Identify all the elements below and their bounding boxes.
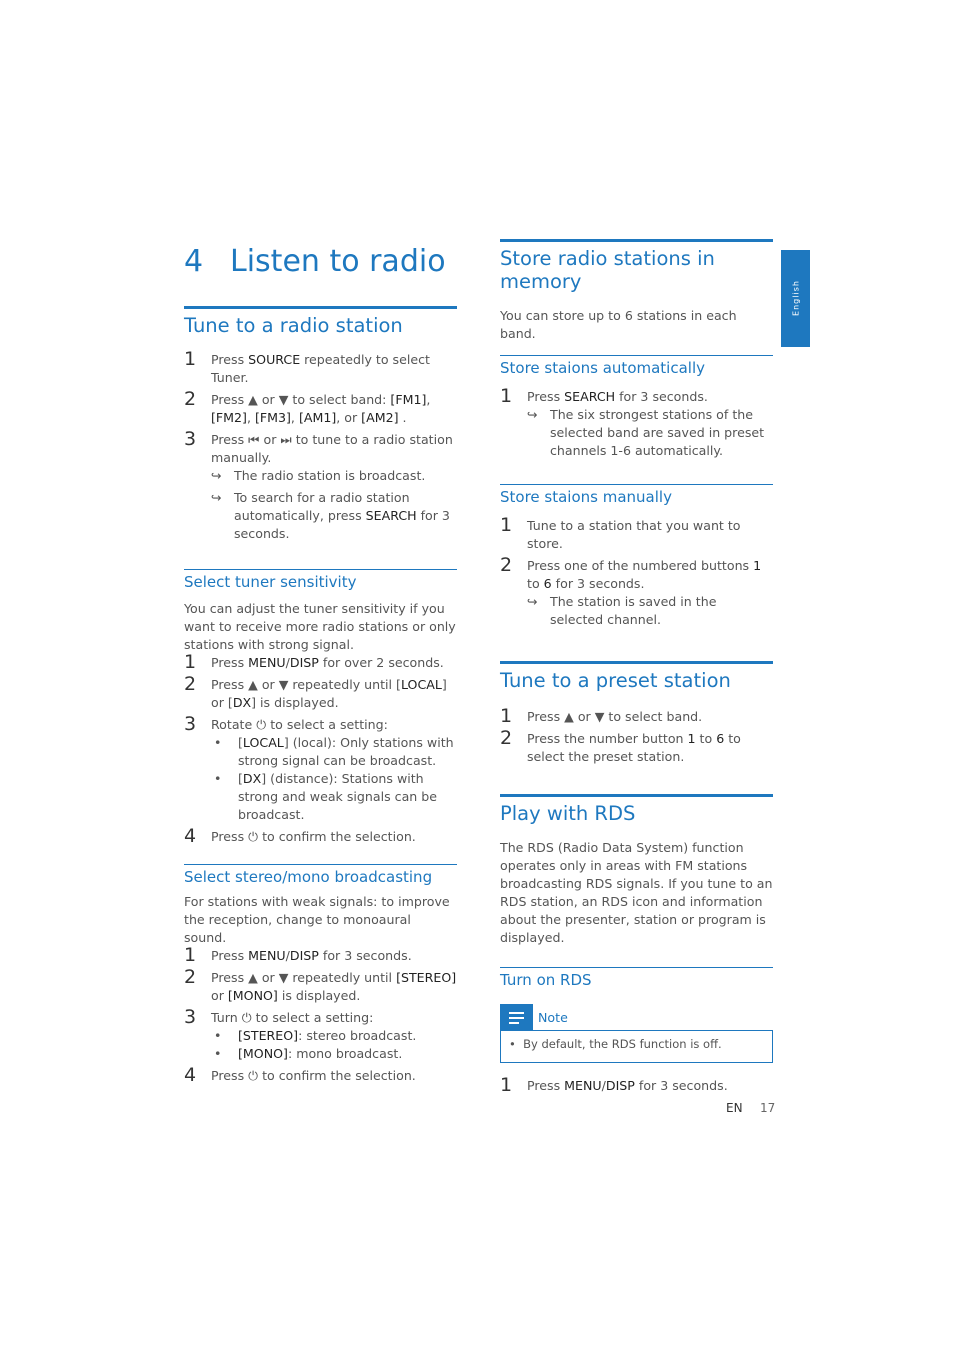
language-tab-label: English: [791, 280, 800, 316]
bullet-item: • [STEREO]: stereo broadcast.: [214, 1028, 417, 1043]
step-4: 4 Press ⏻ to confirm the selection.: [184, 825, 416, 847]
step-3: 3 Turn ⏻ to select a setting:: [184, 1006, 374, 1028]
bullet-item: • [LOCAL] (local): Only stations with strong signal can be broadcast.: [214, 735, 454, 768]
arrow-icon: ↪: [211, 490, 222, 505]
heading-stereo-mono: Select stereo/mono broadcasting: [184, 868, 433, 886]
heading-rds-on: Turn on RDS: [500, 971, 592, 989]
note-label: Note: [538, 1010, 568, 1025]
heading-sensitivity: Select tuner sensitivity: [184, 573, 357, 591]
result-item: ↪ The six strongest stations of the selected band are saved in preset channels 1-6 automatically.: [527, 407, 765, 458]
step-4: 4 Press ⏻ to confirm the selection.: [184, 1064, 416, 1086]
step-2: 2 Press ▲ or ▼ repeatedly until [LOCAL] or [DX] is displayed.: [184, 673, 447, 710]
right-column: [500, 239, 773, 1095]
bullet-item: • [DX] (distance): Stations with strong and weak signals can be broadcast.: [214, 771, 438, 822]
footer-language: EN: [726, 1101, 743, 1115]
arrow-icon: ↪: [527, 407, 538, 422]
step-2: 2 Press ▲ or ▼ to select band: [FM1], [FM2], [FM3], [AM1], or [AM2] .: [184, 388, 431, 425]
arrow-icon: ↪: [211, 468, 222, 483]
paragraph: For stations with weak signals: to improve the reception, change to monoaural sound.: [184, 894, 450, 945]
step-1: 1 Press SEARCH for 3 seconds.: [500, 385, 708, 407]
heading-preset: Tune to a preset station: [500, 669, 731, 692]
step-1: 1 Tune to a station that you want to store.: [500, 514, 741, 551]
result-item: ↪ The radio station is broadcast.: [211, 468, 426, 483]
step-1: 1 Press SOURCE repeatedly to select Tuner.: [184, 348, 430, 385]
step-1: 1 Press ▲ or ▼ to select band.: [500, 705, 703, 727]
bullet-item: • [MONO]: mono broadcast.: [214, 1046, 403, 1061]
language-tab: [781, 250, 810, 347]
heading-store-memory: Store radio stations in memory: [500, 247, 715, 293]
note-header: [500, 1004, 773, 1030]
paragraph: You can adjust the tuner sensitivity if you want to receive more radio stations or only stations with strong signal.: [184, 601, 456, 652]
step-1: 1 Press MENU/DISP for 3 seconds.: [500, 1074, 728, 1096]
step-1: 1 Press MENU/DISP for 3 seconds.: [184, 944, 412, 966]
paragraph: The RDS (Radio Data System) function operates only in areas with FM stations broadcasting RDS signals. If you tune to an RDS station, an RDS icon and information about the presenter, station or program is displayed.: [500, 840, 773, 945]
step-3: 3 Press ⏮ or ⏭ to tune to a radio station manually.: [184, 428, 453, 465]
left-column: [184, 244, 457, 1085]
step-3: 3 Rotate ⏻ to select a setting:: [184, 713, 388, 735]
arrow-icon: ↪: [527, 594, 538, 609]
heading-tune-radio: Tune to a radio station: [184, 314, 403, 337]
chapter-title-text: Listen to radio: [230, 244, 446, 279]
heading-rds: Play with RDS: [500, 802, 636, 825]
note-box: • By default, the RDS function is off.: [500, 1030, 773, 1063]
result-item: ↪ The station is saved in the selected channel.: [527, 594, 717, 627]
step-2: 2 Press ▲ or ▼ repeatedly until [STEREO] or [MONO] is displayed.: [184, 966, 457, 1003]
page-number: 17: [760, 1101, 776, 1115]
heading-store-auto: Store staions automatically: [500, 359, 705, 377]
paragraph: You can store up to 6 stations in each band.: [500, 308, 737, 341]
note-icon: [500, 1004, 533, 1030]
step-2: 2 Press one of the numbered buttons 1 to 6 for 3 seconds.: [500, 554, 762, 591]
note-text: By default, the RDS function is off.: [523, 1037, 722, 1051]
heading-store-manual: Store staions manually: [500, 488, 672, 506]
chapter-number: 4: [184, 244, 204, 279]
result-item: ↪ To search for a radio station automatically, press SEARCH for 3 seconds.: [211, 490, 450, 541]
step-1: 1 Press MENU/DISP for over 2 seconds.: [184, 651, 444, 673]
step-2: 2 Press the number button 1 to 6 to select the preset station.: [500, 727, 741, 764]
chapter-title: [184, 244, 457, 280]
